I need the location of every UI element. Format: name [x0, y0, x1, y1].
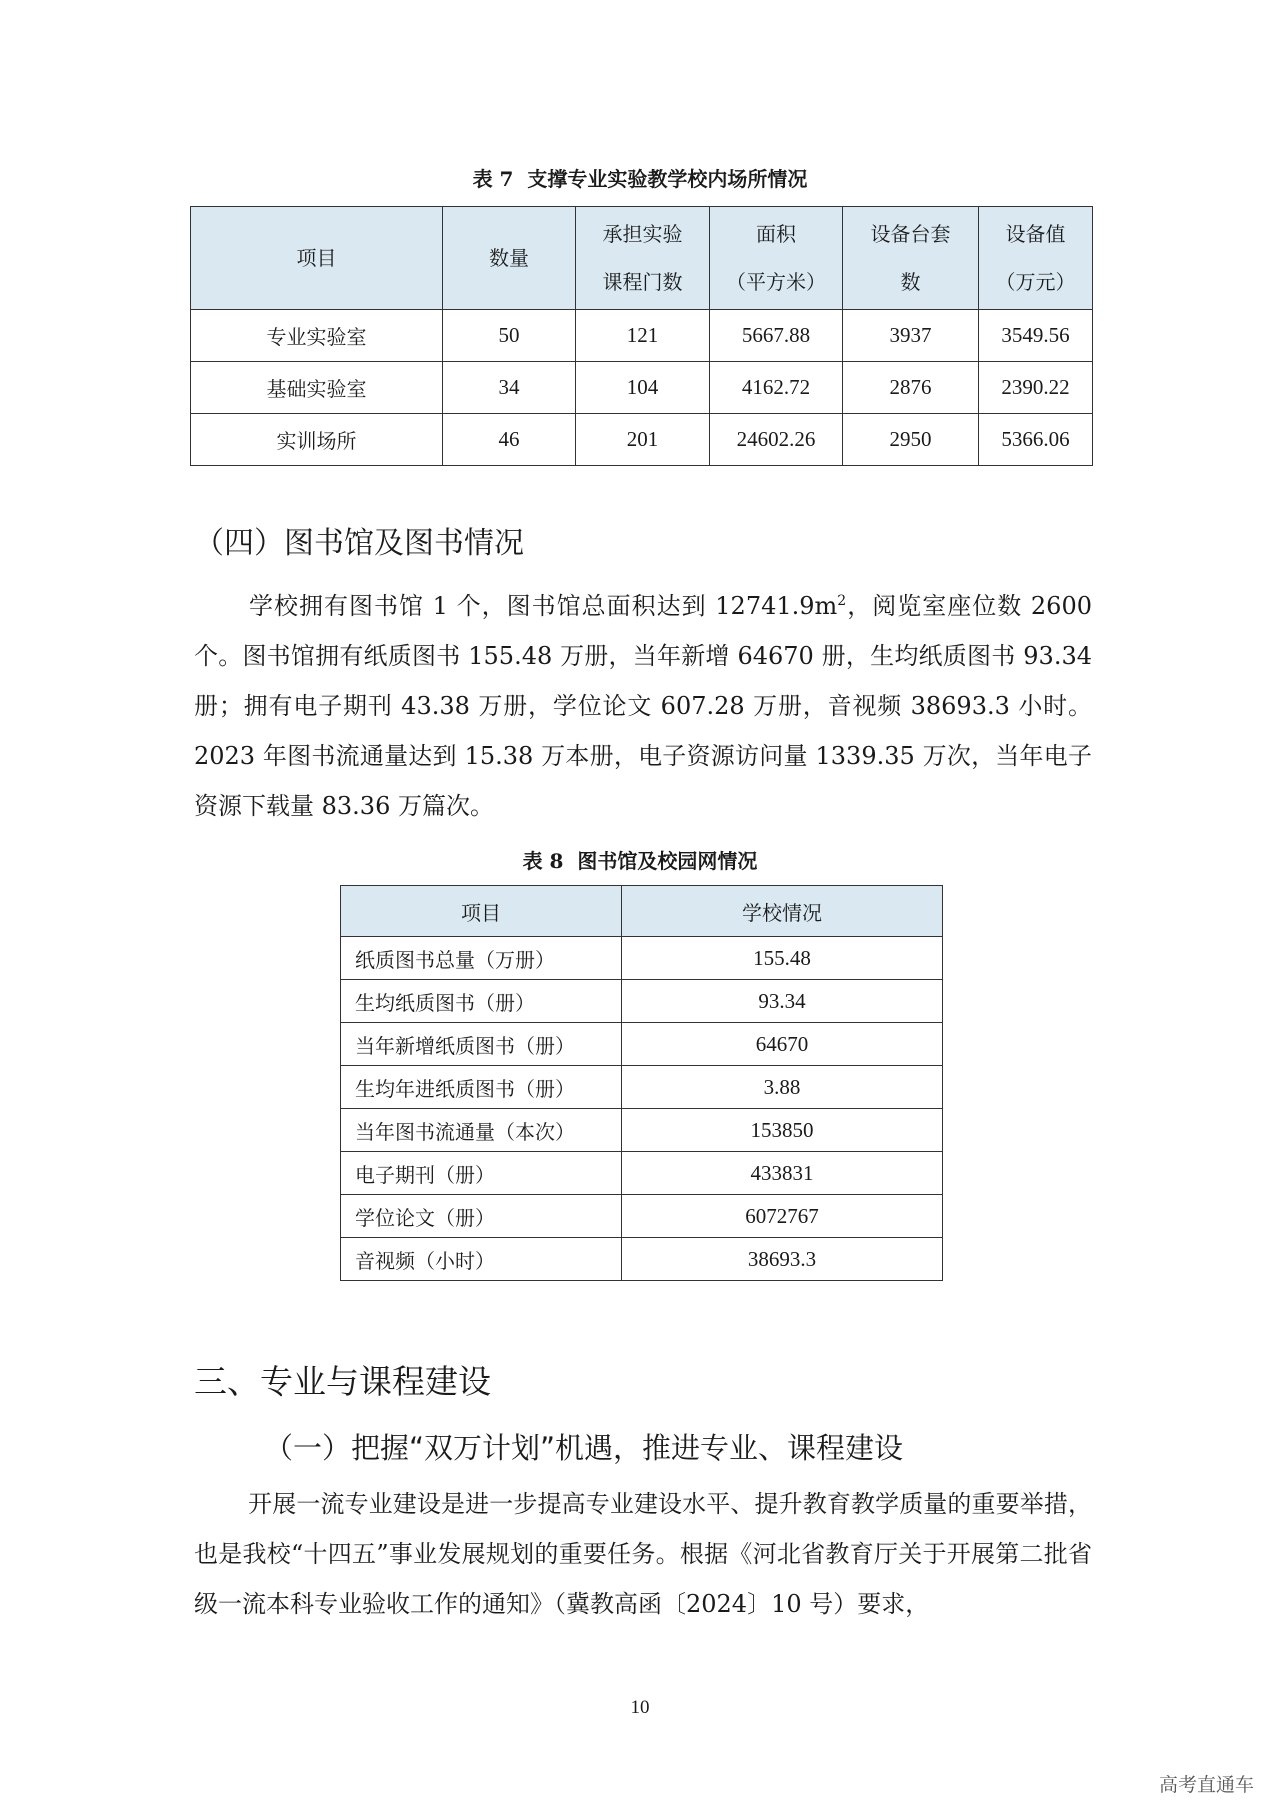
table-cell: 34	[443, 362, 576, 414]
table-cell: 50	[443, 310, 576, 362]
table-cell: 生均纸质图书（册）	[341, 980, 622, 1023]
table-cell: 2876	[843, 362, 979, 414]
table-cell: 93.34	[622, 980, 943, 1023]
table7	[190, 206, 1093, 466]
table-cell: 3.88	[622, 1066, 943, 1109]
table-cell: 121	[576, 310, 710, 362]
table-row	[191, 362, 1093, 414]
table7-caption-text: 支撑专业实验教学校内场所情况	[527, 167, 808, 191]
table7-header-courses: 承担实验 课程门数	[576, 207, 710, 310]
table-row	[341, 1066, 943, 1109]
table-cell: 2950	[843, 414, 979, 466]
table-cell: 专业实验室	[191, 310, 443, 362]
table-row	[191, 414, 1093, 466]
table-row	[341, 937, 943, 980]
table7-header-count: 数量	[443, 207, 576, 310]
table-cell: 生均年进纸质图书（册）	[341, 1066, 622, 1109]
section4-paragraph: 学校拥有图书馆 1 个，图书馆总面积达到 $12741.9m^2$，阅览室座位数 2600 个。图书馆拥有纸质图书 155.48 万册，当年新增 64670 册，生均纸质图书 93.34 册；拥有电子期刊 43.38 万册，学位论文 607.28 万册，音视频 38693.3 小时。2023 年图书流通量达到 15.38 万本册，电子资源访问量 1339.35 万次，当年电子资源下载量 83.36 万篇次。	[194, 592, 1092, 820]
table-row	[191, 310, 1093, 362]
section3-heading: 三、专业与课程建设	[194, 1362, 491, 1401]
table-cell: 6072767	[622, 1195, 943, 1238]
table-cell: 104	[576, 362, 710, 414]
table7-header-equipment-sets: 设备台套 数	[843, 207, 979, 310]
table-cell: 当年图书流通量（本次）	[341, 1109, 622, 1152]
table8-caption-number: 表 8	[522, 849, 564, 873]
table-row	[341, 1109, 943, 1152]
table8	[340, 885, 943, 1281]
table-cell: 3549.56	[979, 310, 1093, 362]
table7-header-row	[191, 207, 1093, 310]
table-cell: 201	[576, 414, 710, 466]
table7-header-item: 项目	[191, 207, 443, 310]
table8-caption-text: 图书馆及校园网情况	[577, 849, 758, 873]
page-number: 10	[630, 1697, 650, 1718]
table-cell: 基础实验室	[191, 362, 443, 414]
table-cell: 155.48	[622, 937, 943, 980]
table-cell: 实训场所	[191, 414, 443, 466]
table8-header-item: 项目	[341, 886, 622, 937]
table-row	[341, 980, 943, 1023]
table-cell: 当年新增纸质图书（册）	[341, 1023, 622, 1066]
section3-paragraph: 开展一流专业建设是进一步提高专业建设水平、提升教育教学质量的重要举措，也是我校“十四五”事业发展规划的重要任务。根据《河北省教育厅关于开展第二批省级一流本科专业验收工作的通知》（冀教高函〔2024〕10 号）要求，	[194, 1490, 1092, 1618]
table-row	[341, 1238, 943, 1281]
table-cell: 3937	[843, 310, 979, 362]
table-cell: 64670	[622, 1023, 943, 1066]
table-cell: 4162.72	[710, 362, 843, 414]
watermark: 高考直通车	[1158, 1774, 1254, 1796]
table-cell: 38693.3	[622, 1238, 943, 1281]
table-row	[341, 1195, 943, 1238]
table8-header-status: 学校情况	[622, 886, 943, 937]
section3-subheading: （一）把握“双万计划”机遇，推进专业、课程建设	[264, 1431, 904, 1465]
table-cell: 2390.22	[979, 362, 1093, 414]
table-cell: 音视频（小时）	[341, 1238, 622, 1281]
table7-caption-number: 表 7	[472, 167, 514, 191]
table-cell: 电子期刊（册）	[341, 1152, 622, 1195]
superscript: 2	[837, 593, 847, 609]
table-cell: 5366.06	[979, 414, 1093, 466]
table7-header-area: 面积 （平方米）	[710, 207, 843, 310]
table-cell: 24602.26	[710, 414, 843, 466]
table-cell: 学位论文（册）	[341, 1195, 622, 1238]
table7-caption	[0, 166, 1280, 192]
table7-header-equipment-value: 设备值 （万元）	[979, 207, 1093, 310]
table8-header-row	[341, 886, 943, 937]
table-row	[341, 1152, 943, 1195]
table-row	[341, 1023, 943, 1066]
table-cell: 433831	[622, 1152, 943, 1195]
section4-heading: （四）图书馆及图书情况	[194, 526, 524, 561]
table8-caption	[0, 848, 1280, 874]
table-cell: 46	[443, 414, 576, 466]
table-cell: 纸质图书总量（万册）	[341, 937, 622, 980]
table-cell: 153850	[622, 1109, 943, 1152]
table-cell: 5667.88	[710, 310, 843, 362]
